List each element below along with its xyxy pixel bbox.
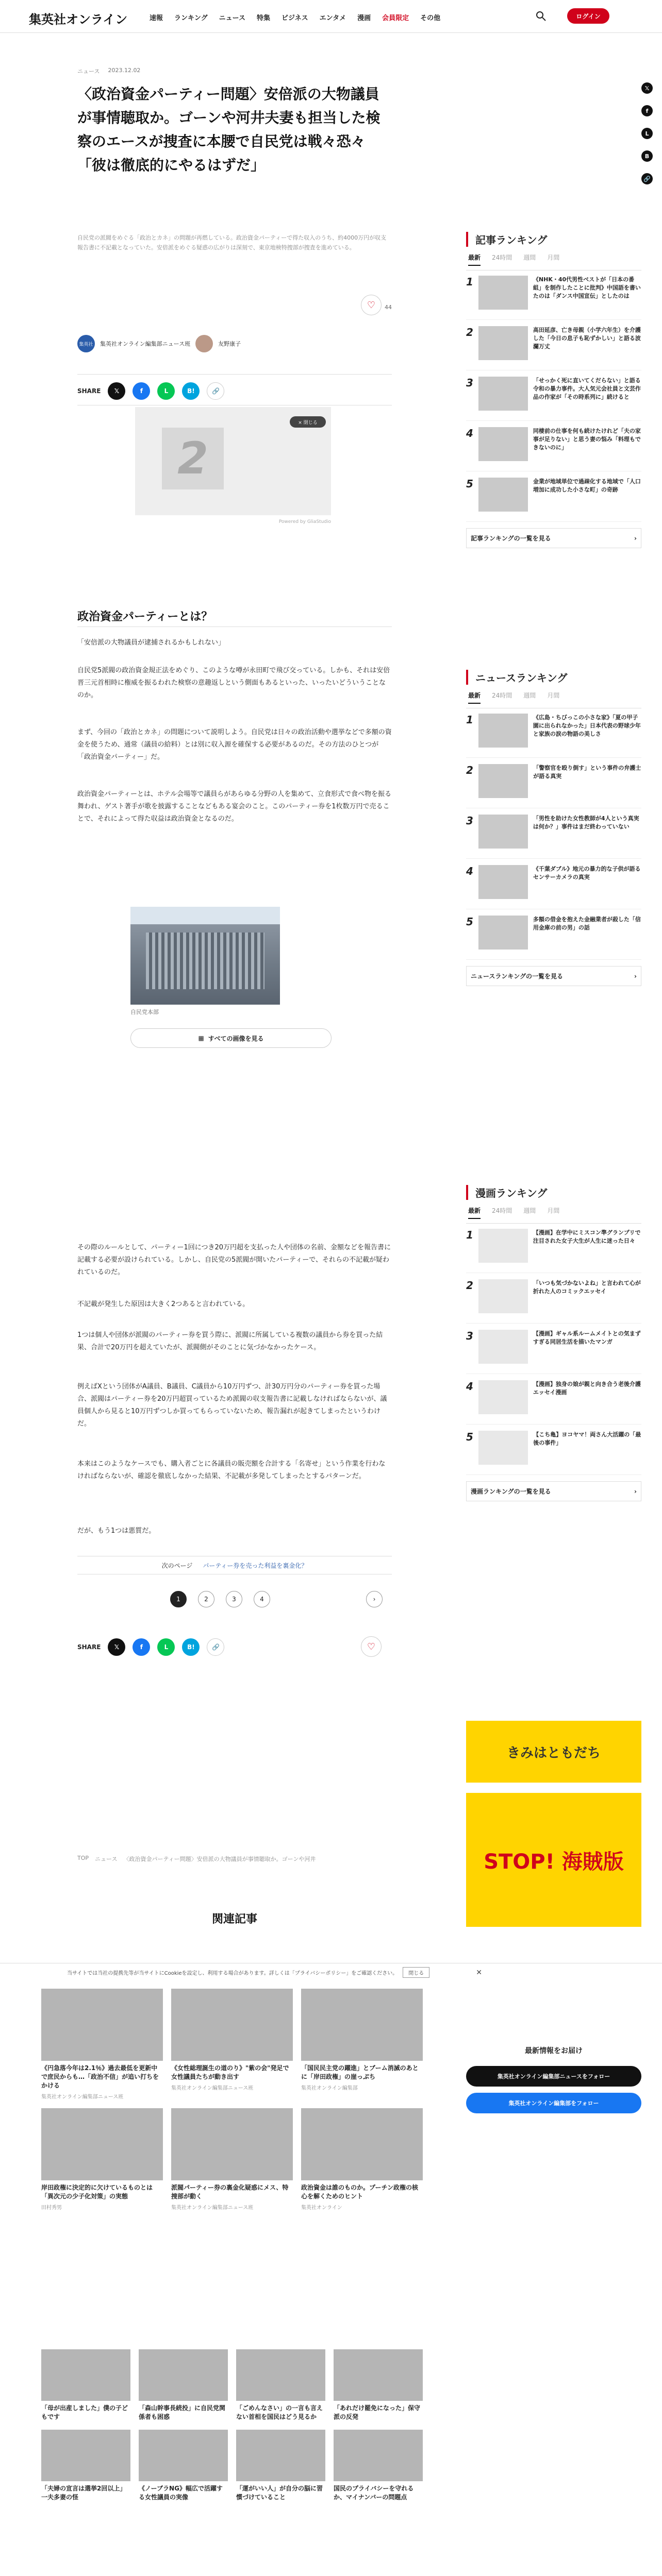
ranking-item[interactable]	[466, 1279, 641, 1324]
card-thumbnail	[171, 2108, 293, 2180]
share-bar-bottom	[77, 1638, 224, 1656]
page-button[interactable]: 3	[226, 1591, 242, 1607]
related-card[interactable]	[139, 2430, 228, 2502]
hatena-share-button[interactable]: B!	[182, 1638, 200, 1656]
line-share-button[interactable]: L	[157, 1638, 175, 1656]
card-thumbnail	[301, 1989, 423, 2061]
ranking-item[interactable]	[466, 1380, 641, 1425]
paragraph: 1つは個人や団体が派閥のパーティー券を買う際に、派閥に所属している複数の議員から券を買った結果、合計で20万円を超えていたが、派閥側がそのことに気づかなかったケース。	[77, 1331, 383, 1351]
rank-title: 金業が地域単位で過疎化する地域で「人口増加に成功した小さな町」の奇跡	[533, 478, 641, 493]
related-card[interactable]	[236, 2430, 325, 2502]
rank-number: 5	[466, 1431, 473, 1443]
x-share-button[interactable]: 𝕏	[108, 1638, 125, 1656]
related-card[interactable]	[41, 2108, 163, 2211]
rank-number: 4	[466, 427, 473, 439]
nav-item[interactable]: ニュース	[219, 14, 245, 22]
bottom-breadcrumb	[77, 1855, 316, 1863]
rank-number: 3	[466, 1330, 473, 1342]
next-page-box	[77, 1556, 392, 1574]
view-all-images-button[interactable]	[130, 1028, 332, 1048]
rank-thumbnail	[478, 478, 528, 512]
floating-share-bar	[641, 82, 653, 184]
rank-number: 5	[466, 916, 473, 928]
page-button[interactable]: 2	[198, 1591, 214, 1607]
video-player[interactable]	[135, 407, 331, 536]
card-title: 派閥パーティー券の裏金化疑惑にメス、特捜部が動く	[171, 2184, 289, 2200]
rank-number: 3	[466, 815, 473, 827]
chevron-right-icon: ›	[634, 534, 637, 542]
rank-thumbnail	[478, 276, 528, 310]
ranking-more-link[interactable]	[466, 966, 641, 986]
main-nav	[150, 12, 440, 22]
ranking-item[interactable]	[466, 916, 641, 960]
related-card[interactable]	[334, 2430, 423, 2502]
card-meta: 集英社オンライン編集部	[301, 2086, 358, 2091]
related-heading: 関連記事	[211, 1913, 257, 1926]
rank-thumbnail	[478, 326, 528, 360]
follow-box	[466, 2025, 641, 2120]
rank-title: 《NHK・40代男性ベストが「日本の番組」を制作したことに批判》中国語を書いたのは「ダンス中国宣伝」としたのは	[533, 276, 641, 299]
card-title: 「夫婦の宣言は選挙2回以上」一夫多妻の怪	[41, 2485, 126, 2501]
line-share-icon[interactable]: L	[641, 128, 653, 139]
breadcrumb-item: 〈政治資金パーティー問題〉安倍派の大物議員が事情聴取か。ゴーンや河井	[123, 1856, 316, 1862]
card-title: 政治資金は誰のものか。プーチン政権の核心を解くためのヒント	[301, 2184, 419, 2200]
chevron-right-icon: ›	[634, 972, 637, 980]
article-ranking	[466, 232, 641, 548]
rank-number: 2	[466, 1279, 473, 1292]
card-thumbnail	[139, 2349, 228, 2401]
article-lead: 自民党の派閥をめぐる「政治とカネ」の問題が再燃している。政治資金パーティーで得た収入のうち、約4000万円が収支報告書に不記載となっていた。安倍派をめぐる疑惑の広がりは深刻で、東京地検特捜部が捜査を進めている。	[77, 234, 387, 251]
rank-number: 1	[466, 714, 473, 726]
nav-item-members[interactable]: 会員限定	[382, 14, 409, 22]
card-meta: 集英社オンライン編集部ニュース班	[41, 2094, 124, 2100]
related-card[interactable]	[41, 1989, 163, 2100]
heart-icon[interactable]: ♡	[361, 1636, 382, 1657]
rank-thumbnail	[478, 377, 528, 411]
rank-title: 【漫画】在学中にミスコン準グランプリで注目された女子大生が人生に迷った日々	[533, 1229, 641, 1244]
copy-link-button[interactable]: 🔗	[207, 1638, 224, 1656]
rank-number: 4	[466, 1380, 473, 1393]
card-thumbnail	[41, 1989, 163, 2061]
author-org[interactable]: 集英社オンライン編集部ニュース班	[100, 341, 191, 347]
rank-thumbnail	[478, 1279, 528, 1313]
card-thumbnail	[171, 1989, 293, 2061]
next-page-arrow-icon[interactable]: ›	[366, 1591, 383, 1607]
close-player-button[interactable]: × 閉じる	[290, 416, 326, 428]
card-thumbnail	[41, 2349, 130, 2401]
login-button[interactable]: ログイン	[567, 8, 609, 24]
tab-24h[interactable]: 24時間	[492, 254, 512, 261]
paragraph: 政治資金パーティーとは、ホテル会場等で議員らがあらゆる分野の人を集めて、立食形式で食べ物を振る舞われ、ゲスト著手が歌を披露することなどもある宴会のこと。このパーティー券を1枚数万円で売ることで、それによって得た収益は政治資金となるのだ。	[77, 790, 392, 823]
page-button[interactable]: 1	[170, 1591, 187, 1607]
card-title: 「ごめんなさい」の一言も言えない首相を国民はどう見るか	[236, 2404, 323, 2420]
x-share-button[interactable]: 𝕏	[108, 382, 125, 400]
related-card[interactable]	[171, 2108, 293, 2211]
ranking-tabs	[466, 1206, 641, 1224]
share-label: SHARE	[77, 1643, 101, 1651]
rank-title: 《千葉ダブル》地元の暴力的な子供が語るセンサーカメラの真実	[533, 866, 641, 880]
rank-number: 4	[466, 865, 473, 877]
tab-monthly[interactable]: 月間	[547, 1207, 560, 1214]
follow-facebook-button[interactable]: 集英社オンライン編集部をフォロー	[466, 2093, 641, 2113]
rank-title: 【こち亀】ヨコヤマ！両さん大活躍の「最後の事件」	[533, 1431, 641, 1446]
facebook-share-button[interactable]: f	[133, 382, 150, 400]
pagination	[170, 1591, 270, 1607]
breadcrumb-item[interactable]: ニュース	[95, 1856, 118, 1862]
rank-title: 「せっかく死に直いてくだらない」と語る令和の暴力事件。大人気元会社員と文芸作品の作家が「その時系列に」続けると	[533, 377, 641, 400]
related-card[interactable]	[236, 2349, 325, 2421]
tab-monthly[interactable]: 月間	[547, 254, 560, 261]
photo-caption: 自民党本部	[130, 1009, 159, 1015]
rank-thumbnail	[478, 1229, 528, 1263]
ranking-tabs	[466, 253, 641, 270]
related-card[interactable]	[139, 2349, 228, 2421]
paragraph: まず、今回の「政治とカネ」の問題について説明しよう。自民党は日々の政治活動や選挙などで多額の資金を使うため、通常（議員の給料）とは別に収入源を確保する必要があるのだ。その方法のひとつが「政治資金パーティー」だ。	[77, 728, 392, 761]
related-grid	[41, 1989, 423, 2211]
rank-number: 2	[466, 326, 473, 338]
rank-title: 同棲前の仕事を何も続けたけれど「夫の家事が足りない」と思う妻の悩み「料理もできないのに」	[533, 428, 641, 451]
rank-number: 1	[466, 276, 473, 288]
rank-thumbnail	[478, 1330, 528, 1364]
search-icon[interactable]	[535, 10, 547, 22]
ranking-item[interactable]	[466, 815, 641, 859]
rank-thumbnail	[478, 427, 528, 461]
banner-ad[interactable]: きみはともだち	[466, 1721, 641, 1783]
site-logo[interactable]: 集英社オンライン	[29, 12, 128, 27]
rank-title: 《広島・ちびっこの小さな家》「夏の甲子園に出られなかった」日本代表の野球少年と家族の涙の物語の美しさ	[533, 714, 641, 737]
card-title: 「森山幹事長続投」に自民党関係者も困惑	[139, 2404, 226, 2420]
paragraph: 不記載が発生した原因は大きく2つあると言われている。	[77, 1300, 250, 1308]
card-meta: 集英社オンライン	[301, 2205, 342, 2211]
ranking-item[interactable]	[466, 764, 641, 808]
card-title: 《女性総理誕生の道のり》"紫の会"発足で女性議員たちが動き出す	[171, 2064, 289, 2080]
ranking-item[interactable]	[466, 714, 641, 758]
card-thumbnail	[334, 2430, 423, 2481]
author-block	[77, 335, 241, 352]
manga-ranking	[466, 1185, 641, 1501]
hatena-share-button[interactable]: B!	[182, 382, 200, 400]
ranking-title: 記事ランキング	[466, 232, 641, 247]
paragraph: 例えばXという団体がA議員、B議員、C議員から10万円ずつ、計30万円分のパーティー券を買った場合、派閥はパーティー券を20万円超買っているため派閥の収支報告書に記載しなければならないが、議員個人から見ると10万円ずつしか買ってもらっていないため、報告漏れが起きてしまったというわけだ。	[77, 1383, 387, 1428]
rank-thumbnail	[478, 815, 528, 849]
ranking-more-link[interactable]	[466, 1481, 641, 1501]
rank-thumbnail	[478, 1380, 528, 1414]
article-title: 〈政治資金パーティー問題〉安倍派の大物議員が事情聴取か。ゴーンや河井夫妻も担当した検察のエースが捜査に本腰で自民党は戦々恐々「彼は徹底的にやるはずだ」	[77, 86, 380, 174]
ranking-item[interactable]	[466, 478, 641, 522]
related-card[interactable]	[301, 2108, 423, 2211]
rank-title: 「いつも気づかないよね」と言われて心が折れた人のコミックエッセイ	[533, 1280, 641, 1295]
related-card[interactable]	[334, 2349, 423, 2421]
section-heading: 政治資金パーティーとは？	[77, 611, 213, 623]
heart-icon[interactable]: ♡	[361, 295, 382, 315]
facebook-share-button[interactable]: f	[133, 1638, 150, 1656]
divider	[77, 374, 392, 375]
more-label: 記事ランキングの一覧を見る	[471, 535, 551, 542]
card-thumbnail	[301, 2108, 423, 2180]
card-title: 「あれだけ罷免になった」保守派の反発	[334, 2404, 421, 2420]
breadcrumb-item[interactable]: TOP	[77, 1855, 89, 1861]
related-card[interactable]	[41, 2430, 130, 2502]
close-icon[interactable]: ✕	[476, 1968, 482, 1977]
author-name[interactable]: 友野康子	[218, 341, 241, 347]
countdown-number: 2	[162, 428, 224, 489]
rank-title: 「警察官を殴り倒す」という事件の弁護士が語る真実	[533, 765, 641, 779]
ranking-more-link[interactable]	[466, 528, 641, 548]
chevron-right-icon: ›	[634, 1487, 637, 1495]
rank-title: 多額の借金を抱えた金融業者が殺した「信用金庫の前の男」の話	[533, 916, 641, 931]
ranking-title: 漫画ランキング	[466, 1185, 641, 1200]
tab-24h[interactable]: 24時間	[492, 692, 512, 699]
next-page-label: 次のページ	[161, 1562, 193, 1569]
share-bar	[77, 382, 224, 400]
card-thumbnail	[41, 2430, 130, 2481]
nav-item[interactable]: その他	[420, 14, 441, 22]
rank-number: 1	[466, 1229, 473, 1241]
cookie-close-button[interactable]: 閉じる	[403, 1967, 429, 1978]
banner-ad[interactable]: STOP! 海賊版	[466, 1793, 641, 1927]
author-avatar	[195, 335, 213, 352]
tab-latest[interactable]: 最新	[468, 691, 481, 704]
rank-title: 【漫画】独身の娘が親と向き合う老後介護エッセイ漫画	[533, 1381, 641, 1396]
related-card[interactable]	[301, 1989, 423, 2100]
card-thumbnail	[236, 2430, 325, 2481]
card-title: 「運がいい人」が自分の脳に習慣づけていること	[236, 2485, 323, 2501]
line-share-button[interactable]: L	[157, 382, 175, 400]
share-label: SHARE	[77, 387, 101, 395]
rank-thumbnail	[478, 916, 528, 950]
related-card[interactable]	[171, 1989, 293, 2100]
tab-24h[interactable]: 24時間	[492, 1207, 512, 1214]
rank-title: 【漫画】ギャル系ルームメイトとの気まずすぎる同居生活を描いたマンガ	[533, 1330, 641, 1345]
follow-title: 最新情報をお届け	[525, 2047, 583, 2055]
follow-x-button[interactable]: 集英社オンライン編集部ニュースをフォロー	[466, 2066, 641, 2087]
card-title: 《円急落今年は2.1％》過去最低を更新中で庶民からも…「政治不信」が追い打ちをかける	[41, 2064, 159, 2089]
paragraph: 「安倍派の大物議員が逮捕されるかもしれない」	[77, 639, 225, 647]
more-label: ニュースランキングの一覧を見る	[471, 973, 564, 980]
images-icon: ▦	[198, 1035, 204, 1042]
nav-item[interactable]: 特集	[257, 14, 271, 22]
photo-building	[146, 933, 264, 989]
more-label: 漫画ランキングの一覧を見る	[471, 1488, 551, 1495]
rank-thumbnail	[478, 865, 528, 899]
like-count: 44	[385, 304, 392, 311]
card-thumbnail	[41, 2108, 163, 2180]
facebook-share-icon[interactable]: f	[641, 105, 653, 116]
tab-latest[interactable]: 最新	[468, 253, 481, 266]
tab-weekly[interactable]: 週間	[523, 1207, 536, 1214]
ranking-tabs	[466, 691, 641, 708]
article-breadcrumb	[77, 67, 140, 75]
publish-date: 2023.12.02	[108, 67, 141, 74]
card-meta: 田村秀男	[41, 2205, 62, 2211]
nav-item[interactable]: 漫画	[357, 14, 371, 22]
related-grid-small	[41, 2349, 423, 2502]
card-meta: 集英社オンライン編集部ニュース班	[171, 2086, 254, 2091]
ranking-item[interactable]	[466, 1229, 641, 1273]
card-title: 「母が出産しました」僕の子どもです	[41, 2404, 128, 2420]
nav-item[interactable]: ランキング	[174, 14, 208, 22]
rank-number: 2	[466, 764, 473, 776]
paragraph: だが、もう1つは悪質だ。	[77, 1527, 156, 1535]
hatena-share-icon[interactable]: B	[641, 150, 653, 162]
card-title: 岸田政権に決定的に欠けているものとは「異次元の少子化対策」の実態	[41, 2184, 153, 2200]
article-photo[interactable]	[130, 907, 280, 1005]
card-title: 《ノーブラNG》幅広で活躍する女性議員の実像	[139, 2485, 223, 2501]
card-meta: 集英社オンライン編集部ニュース班	[171, 2205, 254, 2211]
card-thumbnail	[236, 2349, 325, 2401]
ranking-item[interactable]	[466, 427, 641, 471]
ranking-item[interactable]	[466, 326, 641, 370]
rank-thumbnail	[478, 714, 528, 748]
tab-monthly[interactable]: 月間	[547, 692, 560, 699]
tab-weekly[interactable]: 週間	[523, 692, 536, 699]
copy-link-button[interactable]: 🔗	[207, 382, 224, 400]
divider	[77, 626, 392, 627]
rank-title: 「男性を助けた女性教師が4人という真実は何か？」事件はまだ終わっていない	[533, 815, 639, 830]
site-header	[0, 0, 662, 33]
org-avatar: 集英社	[77, 335, 95, 352]
breadcrumb-category[interactable]: ニュース	[77, 68, 100, 75]
card-thumbnail	[334, 2349, 423, 2401]
ranking-item[interactable]	[466, 377, 641, 421]
cookie-text: 当サイトでは当社の提携先等が当サイトにCookieを設定し、利用する場合があります。詳しくは「プライバシーポリシー」をご確認ください。	[67, 1971, 398, 1976]
card-thumbnail	[139, 2430, 228, 2481]
rank-thumbnail	[478, 1431, 528, 1465]
rank-title: 高田延彦、亡き母親（小学六年生）を介護した「今日の息子も恥ずかしい」と語る波瀾万丈	[533, 327, 641, 350]
ranking-item[interactable]	[466, 1431, 641, 1475]
player-credit: Powered by GliaStudio	[278, 519, 331, 524]
card-title: 「国民民主党の躍進」とブーム消滅のあとに「岸田政権」の崖っぷち	[301, 2064, 419, 2080]
tab-weekly[interactable]: 週間	[523, 254, 536, 261]
nav-item[interactable]: 速報	[150, 14, 163, 22]
view-all-images-label: すべての画像を見る	[208, 1035, 264, 1042]
ranking-item[interactable]	[466, 276, 641, 320]
ranking-item[interactable]	[466, 1330, 641, 1374]
page-button[interactable]: 4	[254, 1591, 270, 1607]
tab-latest[interactable]: 最新	[468, 1206, 481, 1219]
rank-number: 3	[466, 377, 473, 389]
rank-number: 5	[466, 478, 473, 490]
news-ranking	[466, 670, 641, 986]
copy-link-icon[interactable]: 🔗	[641, 173, 653, 184]
x-share-icon[interactable]: 𝕏	[641, 82, 653, 94]
nav-item[interactable]: ビジネス	[282, 14, 308, 22]
nav-item[interactable]: エンタメ	[319, 14, 346, 22]
card-title: 国民のプライバシーを守れるか、マイナンバーの問題点	[334, 2485, 414, 2501]
ranking-title: ニュースランキング	[466, 670, 641, 685]
next-page-link[interactable]: パーティー券を売った利益を裏金化？	[203, 1562, 308, 1569]
ranking-item[interactable]	[466, 865, 641, 909]
rank-thumbnail	[478, 764, 528, 798]
related-card[interactable]	[41, 2349, 130, 2421]
paragraph: 本来はこのようなケースでも、購入者ごとに各議員の販売額を合計する「名寄せ」という作業を行わなければならないが、確認を徹底しなかった結果、不記載が多発してしまったとするパターンだ。	[77, 1460, 386, 1480]
cookie-banner	[0, 1963, 662, 1981]
paragraph: その際のルールとして、パーティー1回につき20万円超を支払った人や団体の名前、金額などを報告書に記載する必要が設けられている。しかし、自民党の5派閥が開いたパーティーで、それらの不記載が疑われているのだ。	[77, 1244, 391, 1276]
paragraph: 自民党5派閥の政治資金規正法をめぐり、このような噂が永田町で飛び交っている。しかも、それは安倍晋三元首相時に権威を振るわれた検察の意趣返しという側面もあるといった、いったいどういうことなのか。	[77, 667, 390, 699]
